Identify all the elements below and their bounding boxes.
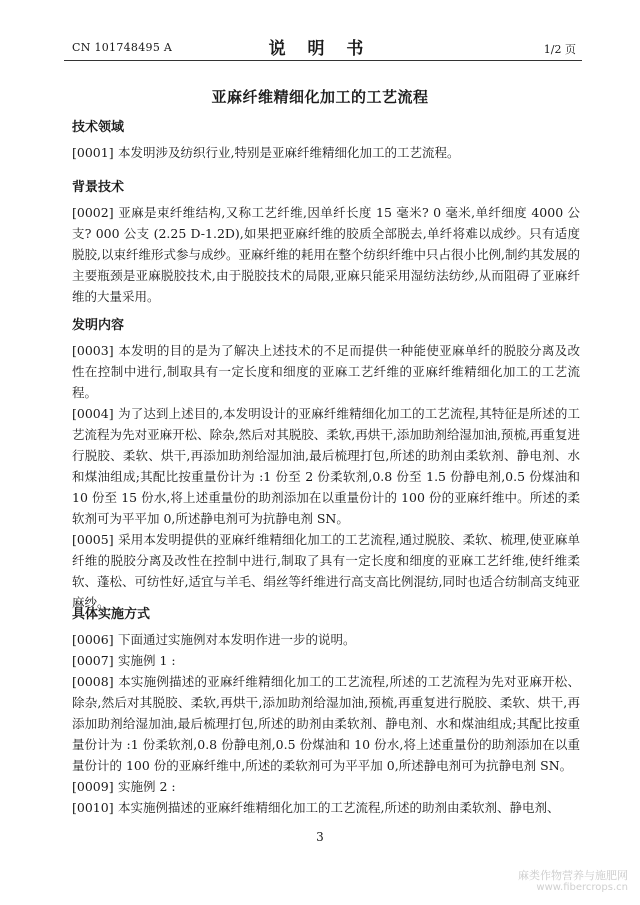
paragraph-text: 本发明的目的是为了解决上述技术的不足而提供一种能使亚麻单纤的脱胶分离及改性在控制中进行,制取具有一定长度和细度的亚麻工艺纤维的亚麻纤维精细化加工的工艺流程。 — [72, 343, 580, 400]
paragraph-text: 本实施例描述的亚麻纤维精细化加工的工艺流程,所述的助剂由柔软剂、静电剂、 — [118, 800, 560, 815]
header-divider — [64, 60, 582, 61]
paragraph-number: [0005] — [72, 532, 114, 547]
paragraph-text: 亚麻是束纤维结构,又称工艺纤维,因单纤长度 15 毫米? 0 毫米,单纤细度 4000 公支? 000 公支 (2.25 D-1.2D),如果把亚麻纤维的胶质全部脱去,单纤将难以成纱。只有适度脱胶,以束纤维形式参与成纱。亚麻纤维的耗用在整个纺织纤维中只占很小比例,制约其发展的主要瓶颈是亚麻脱胶技术,由于脱胶技术的局限,亚麻只能采用湿纺法纺纱,从而阻碍了亚麻纤维的大量采用。 — [72, 205, 580, 304]
paragraph-number: [0001] — [72, 145, 114, 160]
patent-number: CN 101748495 A — [72, 41, 173, 54]
paragraph-number: [0006] — [72, 632, 114, 647]
paragraph — [72, 340, 580, 403]
section-embodiments — [72, 607, 580, 818]
section-title: 背景技术 — [72, 180, 125, 195]
page-number: 3 — [316, 830, 324, 844]
watermark-url: www.fibercrops.cn — [536, 882, 628, 893]
paragraph — [72, 797, 580, 818]
paragraph-number: [0007] — [72, 653, 114, 668]
paragraph — [72, 776, 580, 797]
paragraph-number: [0009] — [72, 779, 114, 794]
section-title: 技术领域 — [72, 120, 125, 135]
paragraph — [72, 529, 580, 613]
paragraph-text: 实施例 1 : — [118, 653, 176, 668]
paragraph — [72, 650, 580, 671]
document-type: 说 明 书 — [268, 39, 372, 59]
section-summary — [72, 318, 580, 613]
paragraph-number: [0002] — [72, 205, 114, 220]
section-technical-field — [72, 120, 580, 163]
paragraph-text: 本发明涉及纺织行业,特别是亚麻纤维精细化加工的工艺流程。 — [118, 145, 460, 160]
page-indicator: 1/2 页 — [543, 43, 576, 56]
paragraph-text: 实施例 2 : — [118, 779, 176, 794]
paragraph — [72, 403, 580, 529]
paragraph-text: 采用本发明提供的亚麻纤维精细化加工的工艺流程,通过脱胶、柔软、梳理,使亚麻单纤维的脱胶分离及改性在控制中进行,制取了具有一定长度和细度的亚麻工艺纤维,使纤维柔软、蓬松、可纺性好,适宜与羊毛、绢丝等纤维进行高支高比例混纺,同时也适合纺制高支纯亚麻纱。 — [72, 532, 580, 610]
section-title: 具体实施方式 — [72, 607, 151, 622]
paragraph-text: 本实施例描述的亚麻纤维精细化加工的工艺流程,所述的工艺流程为先对亚麻开松、除杂,然后对其脱胶、柔软,再烘干,添加助剂给湿加油,预梳,再重复进行脱胶、柔软、烘干,再添加助剂给湿加油,最后梳理打包,所述的助剂由柔软剂、静电剂、水和煤油组成;其配比按重量份计为 :1 份柔软剂,0.8 份静电剂,0.5 份煤油和 10 份水,将上述重量份的助剂添加在以重量份计的 100 份的亚麻纤维中,所述的柔软剂可为平平加 0,所述静电剂可为抗静电剂 SN。 — [72, 674, 580, 773]
paragraph — [72, 671, 580, 776]
paragraph-number: [0008] — [72, 674, 114, 689]
site-watermark — [518, 870, 628, 894]
watermark-title: 麻类作物营养与施肥网 — [518, 869, 628, 882]
paragraph-number: [0004] — [72, 406, 114, 421]
paragraph — [72, 202, 580, 307]
paragraph — [72, 629, 580, 650]
paragraph-text: 为了达到上述目的,本发明设计的亚麻纤维精细化加工的工艺流程,其特征是所述的工艺流程为先对亚麻开松、除杂,然后对其脱胶、柔软,再烘干,添加助剂给湿加油,预梳,再重复进行脱胶、柔软、烘干,再添加助剂给湿加油,最后梳理打包,所述的助剂由柔软剂、静电剂、水和煤油组成;其配比按重量份计为 :1 份至 2 份柔软剂,0.8 份至 1.5 份静电剂,0.5 份煤油和 10 份至 15 份水,将上述重量份的助剂添加在以重量份计的 100 份的亚麻纤维中。所述的柔软剂可为平平加 0,所述静电剂可为抗静电剂 SN。 — [72, 406, 580, 526]
section-title: 发明内容 — [72, 318, 125, 333]
paragraph-number: [0010] — [72, 800, 114, 815]
paragraph-text: 下面通过实施例对本发明作进一步的说明。 — [118, 632, 356, 647]
paragraph-number: [0003] — [72, 343, 114, 358]
paragraph — [72, 142, 580, 163]
section-background — [72, 180, 580, 307]
document-title: 亚麻纤维精细化加工的工艺流程 — [211, 88, 429, 106]
